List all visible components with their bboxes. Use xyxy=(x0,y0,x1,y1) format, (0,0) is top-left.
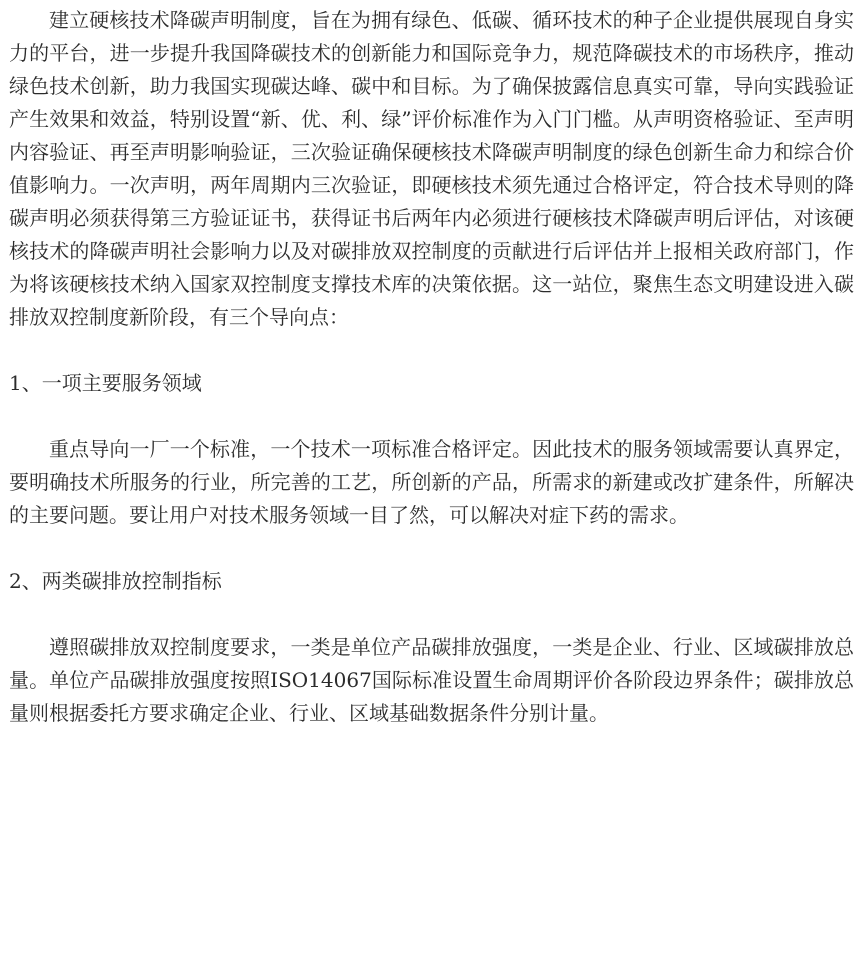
paragraph-spacer xyxy=(9,598,854,631)
section-1-heading: 1、一项主要服务领域 xyxy=(9,371,202,395)
paragraph-spacer xyxy=(9,532,854,565)
paragraph-spacer xyxy=(9,334,854,367)
intro-paragraph: 建立硬核技术降碳声明制度，旨在为拥有绿色、低碳、循环技术的种子企业提供展现自身实力的平台，进一步提升我国降碳技术的创新能力和国际竞争力，规范降碳技术的市场秩序，推动绿色技术创新，助力我国实现碳达峰、碳中和目标。为了确保披露信息真实可靠，导向实践验证产生效果和效益，特别设置“新、优、利、绿”评价标准作为入门门槛。从声明资格验证、至声明内容验证、再至声明影响验证，三次验证确保硬核技术降碳声明制度的绿色创新生命力和综合价值影响力。一次声明，两年周期内三次验证，即硬核技术须先通过合格评定，符合技术导则的降碳声明必须获得第三方验证证书，获得证书后两年内必须进行硬核技术降碳声明后评估，对该硬核技术的降碳声明社会影响力以及对碳排放双控制度的贡献进行后评估并上报相关政府部门，作为将该硬核技术纳入国家双控制度支撑技术库的决策依据。这一站位，聚焦生态文明建设进入碳排放双控制度新阶段，有三个导向点： xyxy=(9,8,854,329)
section-2-heading: 2、两类碳排放控制指标 xyxy=(9,569,222,593)
document-body xyxy=(0,4,864,730)
section-2-paragraph: 遵照碳排放双控制度要求，一类是单位产品碳排放强度，一类是企业、行业、区域碳排放总量。单位产品碳排放强度按照ISO14067国际标准设置生命周期评价各阶段边界条件；碳排放总量则根据委托方要求确定企业、行业、区域基础数据条件分别计量。 xyxy=(9,635,854,725)
section-1-paragraph: 重点导向一厂一个标准，一个技术一项标准合格评定。因此技术的服务领域需要认真界定，要明确技术所服务的行业，所完善的工艺，所创新的产品，所需求的新建或改扩建条件，所解决的主要问题。要让用户对技术服务领域一目了然，可以解决对症下药的需求。 xyxy=(9,437,854,527)
paragraph-spacer xyxy=(9,400,854,433)
